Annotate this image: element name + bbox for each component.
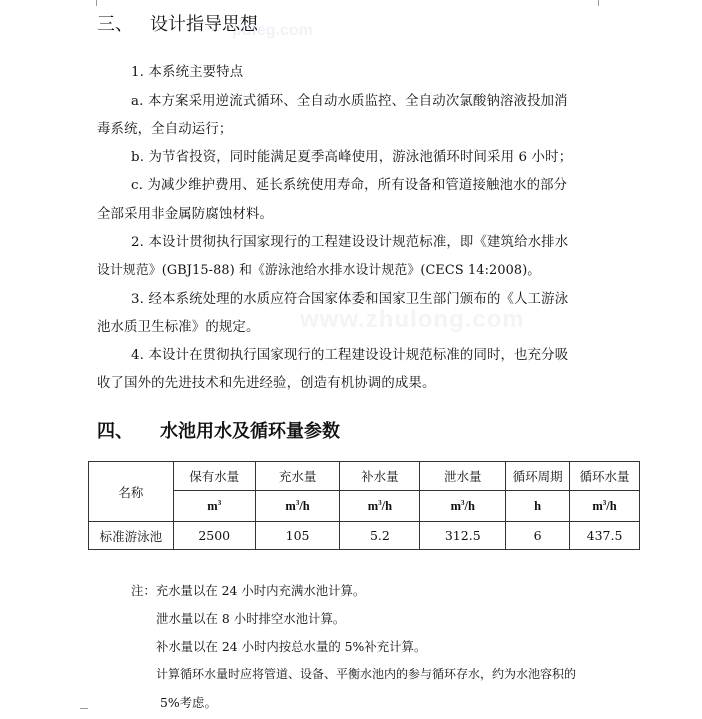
section-3-title: 设计指导思想 (150, 14, 258, 35)
table-cell: 105 (255, 522, 340, 550)
item-1a-line-1: a. 本方案采用逆流式循环、全自动水质监控、全自动次氯酸钠溶液投加消 (131, 94, 568, 109)
item-3-line-1: 3. 经本系统处理的水质应符合国家体委和国家卫生部门颁布的《人工游泳 (131, 292, 569, 307)
watermark-text: pdfeg.com (232, 22, 313, 39)
note-line-4: 计算循环水量时应将管道、设备、平衡水池内的参与循环存水，约为水池容积的 (156, 667, 577, 681)
table-cell-name: 标准游泳池 (89, 522, 174, 550)
table-cell: 437.5 (570, 522, 640, 550)
item-4-line-1: 4. 本设计在贯彻执行国家现行的工程建设设计规范标准的同时，也充分吸 (131, 348, 569, 363)
item-2-line-1: 2. 本设计贯彻执行国家现行的工程建设设计规范标准，即《建筑给水排水 (131, 235, 569, 250)
table-header-fill-volume: 充水量 (255, 462, 340, 491)
note-line-1: 注：充水量以在 24 小时内充满水池计算。 (131, 583, 366, 598)
table-unit-cell: $m^3$ (173, 491, 255, 522)
table-header-cycle-period: 循环周期 (506, 462, 570, 491)
table-unit-cell: $m^3/h$ (420, 491, 506, 522)
page-corner-mark-top-right (598, 0, 607, 6)
item-1b-line-1: b. 为节省投资，同时能满足夏季高峰使用，游泳池循环时间采用 6 小时； (131, 150, 573, 165)
table-unit-cell: $m^3/h$ (340, 491, 420, 522)
item-4-line-2: 收了国外的先进技术和先进经验，创造有机协调的成果。 (97, 376, 436, 391)
table-unit-cell: h (506, 491, 570, 522)
table-cell: 5.2 (340, 522, 420, 550)
section-4-number: 四、 (97, 421, 133, 442)
note-line-3: 补水量以在 24 小时内按总水量的 5%补充计算。 (156, 639, 427, 654)
water-parameter-table (88, 461, 640, 550)
page-corner-mark-top-left (88, 0, 97, 6)
table-unit-cell: $m^3/h$ (255, 491, 340, 522)
table-header-drain-volume: 泄水量 (420, 462, 506, 491)
item-1-heading: 1. 本系统主要特点 (131, 65, 244, 80)
table-header-row (89, 462, 640, 491)
item-1c-line-1: c. 为减少维护费用、延长系统使用寿命，所有设备和管道接触池水的部分 (131, 178, 568, 193)
item-2-line-2: 设计规范》(GBJ15-88) 和《游泳池给水排水设计规范》(CECS 14:2008)。 (97, 263, 541, 278)
note-line-2: 泄水量以在 8 小时排空水池计算。 (156, 611, 346, 626)
note-line-5: 5%考虑。 (160, 695, 217, 710)
item-1a-line-2: 毒系统，全自动运行； (97, 122, 233, 137)
table-cell: 312.5 (420, 522, 506, 550)
watermark-banner: www.zhulong.com (300, 306, 525, 333)
table-row (89, 522, 640, 550)
table-header-reserve-volume: 保有水量 (173, 462, 255, 491)
table-header-circulation-volume: 循环水量 (570, 462, 640, 491)
table-header-makeup-volume: 补水量 (340, 462, 420, 491)
page-corner-mark-bottom-left (80, 708, 88, 717)
table-cell: 2500 (173, 522, 255, 550)
item-1c-line-2: 全部采用非金属防腐蚀材料。 (97, 207, 274, 222)
item-3-line-2: 池水质卫生标准》的规定。 (97, 320, 260, 335)
table-unit-cell: $m^3/h$ (570, 491, 640, 522)
section-4-title: 水池用水及循环量参数 (160, 421, 340, 442)
table-cell: 6 (506, 522, 570, 550)
section-3-number: 三、 (97, 14, 133, 35)
table-header-name: 名称 (89, 462, 174, 522)
